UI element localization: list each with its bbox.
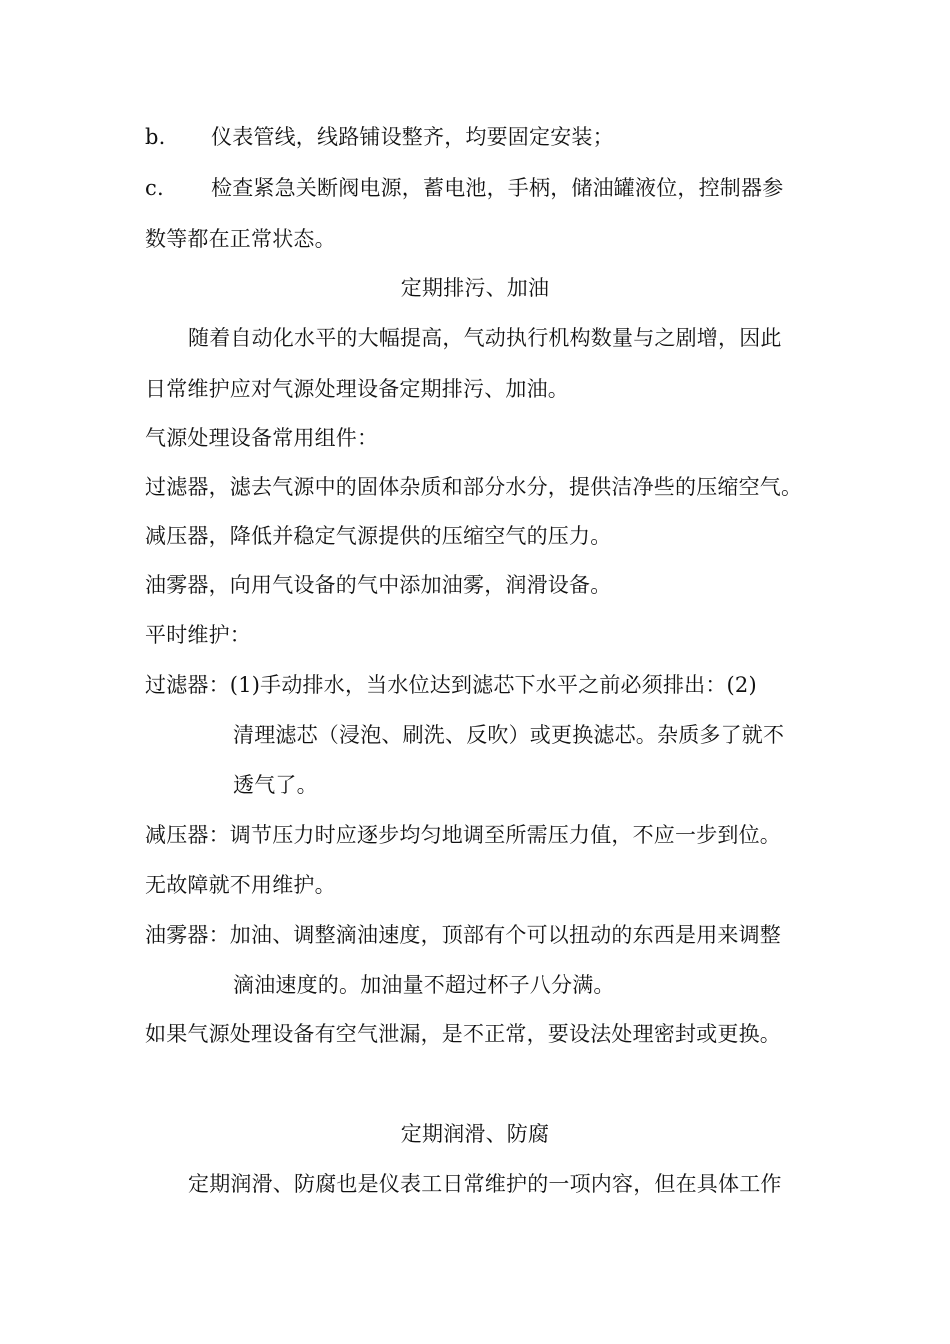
maintenance-reducer-line: 无故障就不用维护。 [145,873,336,897]
maintenance-lubricator-line: 油雾器：加油、调整滴油速度，顶部有个可以扭动的东西是用来调整 [145,923,781,947]
list-item-c-continuation: 数等都在正常状态。 [145,227,336,251]
maintenance-lubricator-line: 滴油速度的。加油量不超过杯子八分满。 [233,973,615,997]
list-text: 仪表管线，线路铺设整齐，均要固定安装； [211,125,614,149]
maintenance-reducer-line: 减压器：调节压力时应逐步均匀地调至所需压力值，不应一步到位。 [145,823,781,847]
paragraph-intro-line: 随着自动化水平的大幅提高，气动执行机构数量与之剧增，因此 [188,326,782,350]
list-marker: c. [145,176,164,200]
maintenance-title: 平时维护： [145,623,251,647]
list-item-c [145,174,810,202]
leak-note: 如果气源处理设备有空气泄漏，是不正常，要设法处理密封或更换。 [145,1022,781,1046]
list-item-b [145,123,810,151]
component-filter: 过滤器，滤去气源中的固体杂质和部分水分，提供洁净些的压缩空气。 [145,475,803,499]
components-title: 气源处理设备常用组件： [145,426,379,450]
list-text: 检查紧急关断阀电源，蓄电池，手柄，储油罐液位，控制器参 [211,176,784,200]
section-heading-drain-oil: 定期排污、加油 [400,276,550,300]
maintenance-filter-line: 透气了。 [233,773,318,797]
maintenance-filter-line: 清理滤芯（浸泡、刷洗、反吹）或更换滤芯。杂质多了就不 [233,723,785,747]
maintenance-filter-line: 过滤器：(1)手动排水，当水位达到滤芯下水平之前必须排出：(2) [145,673,757,697]
paragraph-intro-line: 定期润滑、防腐也是仪表工日常维护的一项内容，但在具体工作 [188,1172,782,1196]
list-marker: b. [145,125,166,149]
component-reducer: 减压器，降低并稳定气源提供的压缩空气的压力。 [145,524,612,548]
section-heading-lubrication-anticorrosion: 定期润滑、防腐 [400,1122,550,1146]
paragraph-intro-line: 日常维护应对气源处理设备定期排污、加油。 [145,377,569,401]
component-lubricator: 油雾器，向用气设备的气中添加油雾，润滑设备。 [145,573,612,597]
